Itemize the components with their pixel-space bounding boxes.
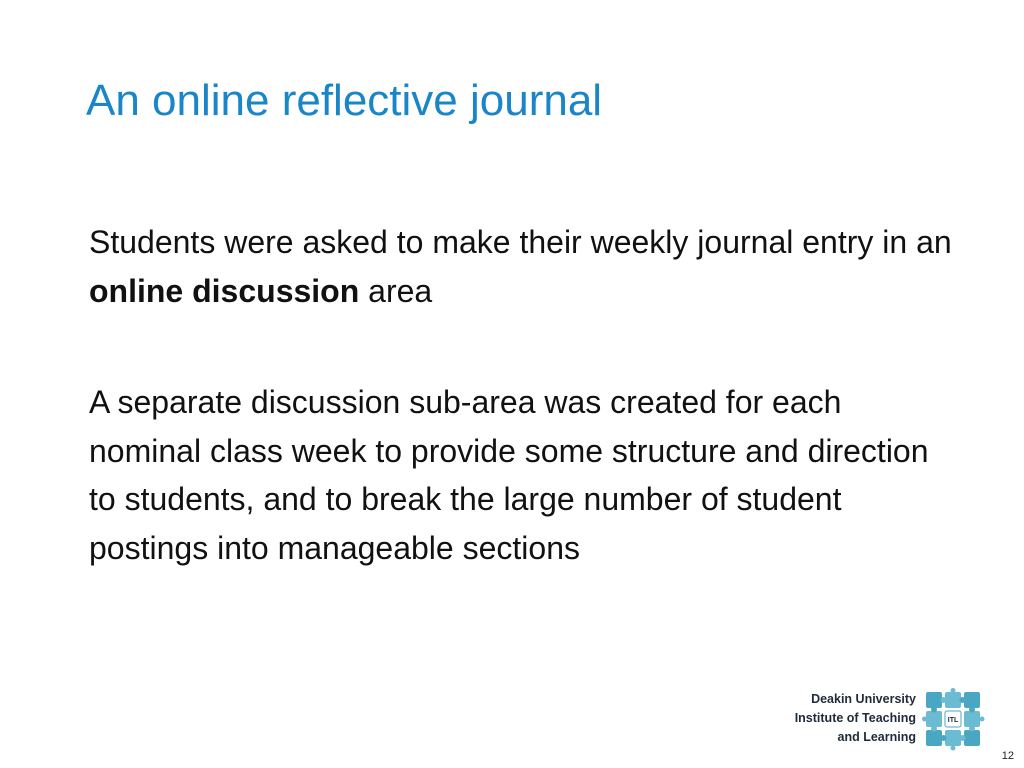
paragraph-1 xyxy=(89,218,959,315)
logo-mark-text: ITL xyxy=(947,717,959,724)
logo-line-1: Deakin University xyxy=(811,692,916,706)
paragraph-1-bold: online discussion xyxy=(89,272,360,309)
deakin-itl-logo xyxy=(780,688,988,754)
logo-line-2: Institute of Teaching xyxy=(794,711,916,725)
page-number: 12 xyxy=(1001,750,1014,762)
logo-text xyxy=(795,690,916,747)
slide-body xyxy=(89,218,959,572)
paragraph-1-text-after: area xyxy=(359,272,433,309)
paragraph-1-text-before: Students were asked to make their weekly journal entry in an xyxy=(89,224,952,260)
puzzle-logo-icon xyxy=(922,688,986,754)
logo-line-3: and Learning xyxy=(837,730,916,744)
paragraph-2: A separate discussion sub-area was created for each nominal class week to provide some structure and direction to students, and to break the large number of student postings into manageable sections xyxy=(89,384,929,566)
slide-title: An online reflective journal xyxy=(86,76,603,125)
